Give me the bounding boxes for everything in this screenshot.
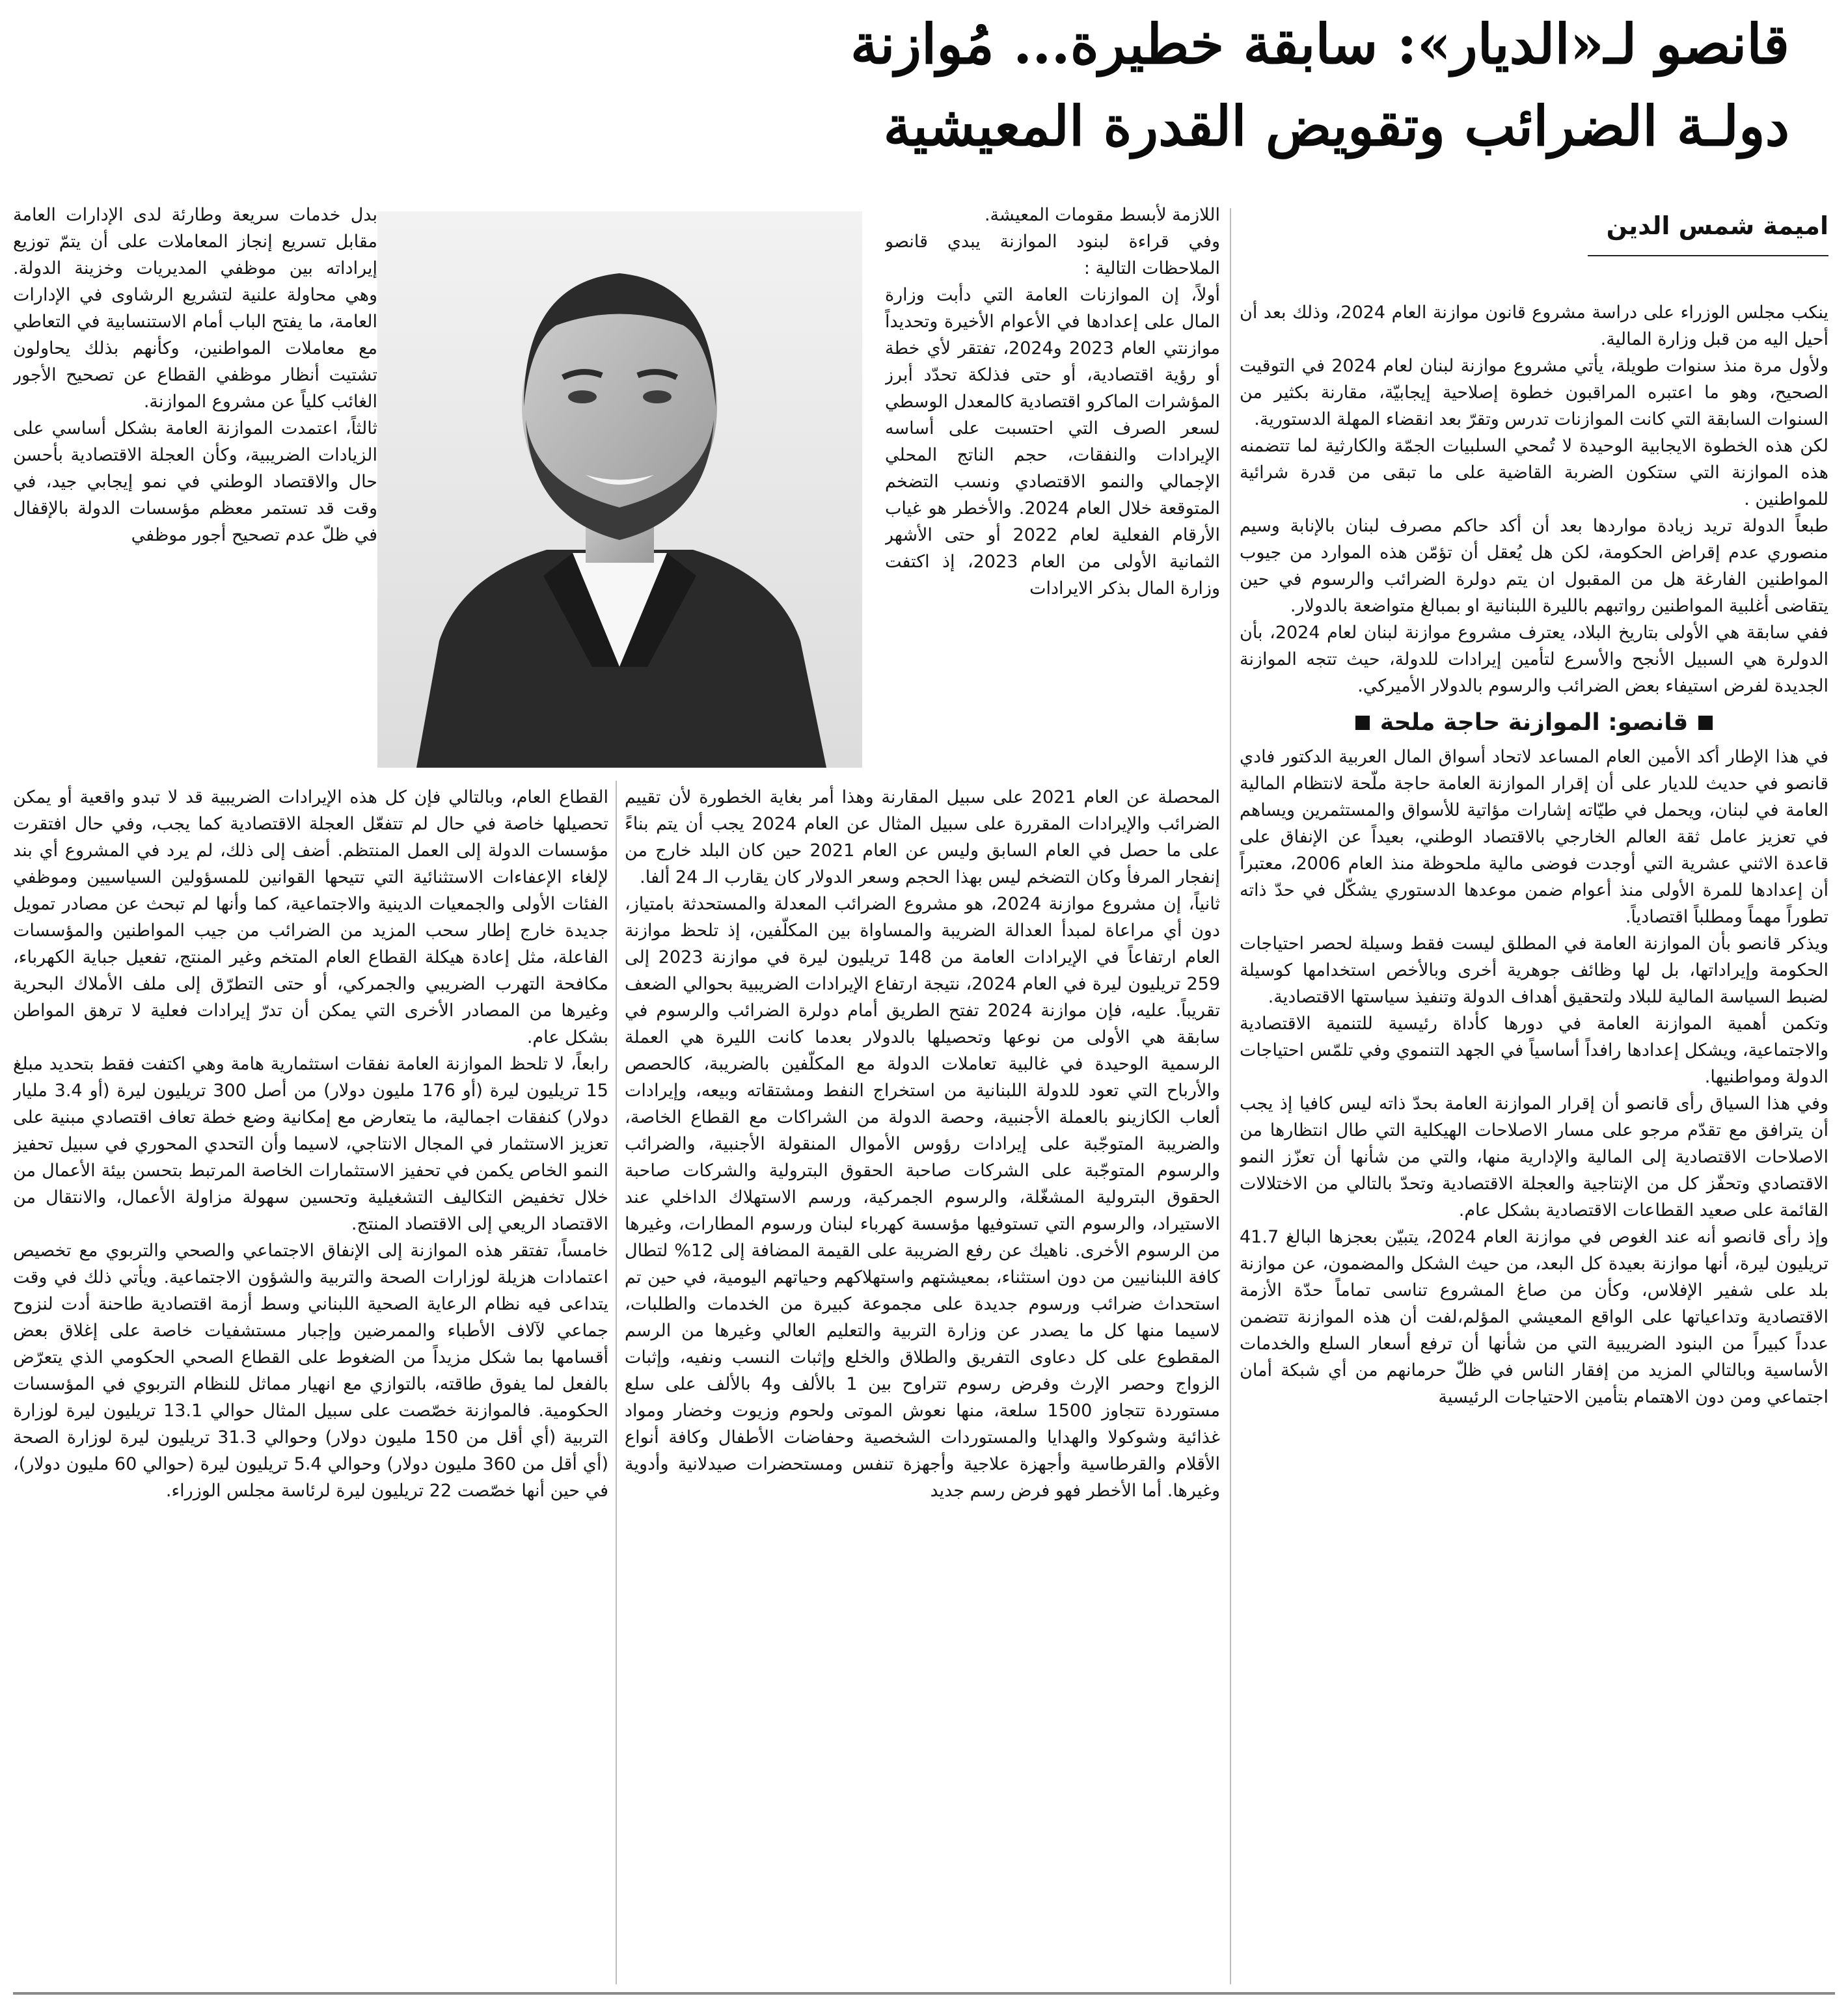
section-subhead-text: قانصو: الموازنة حاجة ملحة	[1379, 709, 1689, 736]
col1-intro	[1240, 299, 1828, 699]
paragraph: ثالثاً، اعتمدت الموازنة العامة بشكل أساسي على الزيادات الضريبية، وكأن العجلة الاقتصادية بأحسن حال والاقتصاد الوطني في نمو إيجابي جيد، في وقت قد تستمر معظم مؤسسات الدولة بالإقفال في ظلّ عدم تصحيح أجور موظفي	[13, 418, 377, 545]
paragraph: في هذا الإطار أكد الأمين العام المساعد لاتحاد أسواق المال العربية الدكتور فادي قانصو في حديث للديار على أن إقرار الموازنة العامة حاجة ملّحة لانتظام المالية العامة في لبنان، ويحمل في طيّاته إشارات مؤاتية للأسواق والمستثمرين ويساهم في تعزيز عامل ثقة العالم الخارجي بالاقتصاد الوطني، بعيداً عن الإنفاق على قاعدة الاثني عشرية التي أوجدت فوضى مالية ملحوظة منذ العام 2006، معتبراً أن إعدادها للمرة الأولى منذ أعوام ضمن موعدها الدستوري يشكّل في حدّ ذاته تطوراً مهماً ومطلباً اقتصادياً.	[1240, 747, 1828, 927]
article-column-middle-top	[885, 202, 1220, 774]
paragraph: لكن هذه الخطوة الايجابية الوحيدة لا تُمحي السلبيات الجمّة والكارثية لما تتضمنه هذه الموازنة التي ستكون الضربة القاضية على ما تبقى من قدرة شرائية للمواطنين .	[1240, 436, 1828, 509]
paragraph: اللازمة لأبسط مقومات المعيشة.	[984, 205, 1220, 225]
paragraph: وفي هذا السياق رأى قانصو أن إقرار الموازنة العامة بحدّ ذاته ليس كافيا إذ يجب أن يترافق مع تقدّم مرجو على مسار الاصلاحات الهيكلية التي طال انتظارها من الاصلاحات الاقتصادية إلى المالية والإدارية منها، والتي من شأنها أن تعزّز النمو الاقتصادي وتحفّز كل من الإنتاجية والعجلة الاقتصادية وتحدّ بالتالي من الاختلالات القائمة على صعيد القطاعات الاقتصادية بشكل عام.	[1240, 1094, 1828, 1220]
paragraph: القطاع العام، وبالتالي فإن كل هذه الإيرادات الضريبية قد لا تبدو واقعية أو يمكن تحصيلها خاصة في حال لم تتفعّل العجلة الاقتصادية كما يجب، وفي حال افتقرت مؤسسات الدولة إلى العمل المنتظم. أضف إلى ذلك، لم يرد في المشروع أي بند لإلغاء الإعفاءات الاستثنائية التي تتيحها القوانين للمسؤولين السياسيين وموظفي الفئات الأولى والجمعيات الدينية والاجتماعية، كما وأنها لم تبحث عن مصادر تمويل جديدة خارج إطار سحب المزيد من الضرائب من جيب المواطنين والمؤسسات الفاعلة، مثل إعادة هيكلة القطاع العام المتخم وغير المنتج، تفعيل جباية الكهرباء، مكافحة التهرب الضريبي والجمركي، أو حتى التطرّق إلى ملف الأملاك البحرية وغيرها من المصادر الأخرى التي يمكن أن تدرّ إيرادات فعلية لا ترهق المواطن بشكل عام.	[13, 787, 608, 1047]
section-subhead	[1240, 707, 1828, 738]
column-divider	[1230, 208, 1231, 1984]
paragraph: وفي قراءة لبنود الموازنة يبدي قانصو الملاحظات التالية :	[885, 232, 1220, 278]
paragraph: أولاً، إن الموازنات العامة التي دأبت وزارة المال على إعدادها في الأعوام الأخيرة وتحديداً موازنتي العام 2023 و2024، تفتقر لأي خطة أو رؤية اقتصادية، أو حتى فذلكة تحدّد أبرز المؤشرات الماكرو اقتصادية كالمعدل الوسطي لسعر الصرف التي احتسبت على أساسه الإيرادات والنفقات، حجم الناتج المحلي الإجمالي والنمو الاقتصادي ونسب التضخم المتوقعة خلال العام 2024. والأخطر هو غياب الأرقام الفعلية لعام 2022 أو حتى الأشهر الثمانية الأولى من العام 2023، إذ اكتفت وزارة المال بذكر الايرادات	[885, 285, 1220, 599]
paragraph: ويذكر قانصو بأن الموازنة العامة في المطلق ليست فقط وسيلة لحصر احتياجات الحكومة وإيراداتها، بل لها وظائف جوهرية أخرى وبالأخص استخدامها كوسيلة لضبط السياسة المالية للبلاد ولتحقيق أهداف الدولة وتنفيذ سياستها الاقتصادية.	[1240, 934, 1828, 1007]
author-byline: اميمة شمس الدين	[1606, 211, 1828, 240]
square-bullet-icon	[1698, 716, 1713, 730]
byline-divider	[1588, 255, 1828, 256]
paragraph: ففي سابقة هي الأولى بتاريخ البلاد، يعترف مشروع موازنة لبنان لعام 2024، بأن الدولرة هي السبيل الأنجح والأسرع لتأمين إيرادات للدولة، حيث تتجه الموازنة الجديدة لفرض استيفاء بعض الضرائب والرسوم بالدولار الأميركي.	[1240, 623, 1828, 696]
paragraph: ينكب مجلس الوزراء على دراسة مشروع قانون موازنة العام 2024، وذلك بعد أن أحيل اليه من قبل وزارة المالية.	[1240, 303, 1828, 349]
article-column-left	[13, 784, 608, 1984]
paragraph: المحصلة عن العام 2021 على سبيل المقارنة وهذا أمر بغاية الخطورة لأن تقييم الضرائب والإيرادات المقررة على سبيل المثال عن العام 2024 يجب أن يتم بناءً على ما حصل في العام السابق وليس عن العام 2021 حين كان البلد خارج من إنفجار المرفأ وكان التضخم ليس بهذا الحجم وسعر الدولار كان يقارب الـ 24 ألفا.	[625, 787, 1220, 887]
paragraph: ولأول مرة منذ سنوات طويلة، يأتي مشروع موازنة لبنان لعام 2024 في التوقيت الصحيح، وهو ما اعتبره المراقبون خطوة إصلاحية إيجابيّة، مقارنة بكثير من السنوات السابقة التي كانت الموازنات تدرس وتقرّ بعد انقضاء المهلة الدستورية.	[1240, 356, 1828, 429]
headline-line-2: دولـة الضرائب وتقويض القدرة المعيشية	[883, 94, 1789, 158]
column-divider	[616, 781, 617, 1984]
bottom-rule	[13, 1992, 1835, 1995]
square-bullet-icon	[1355, 716, 1370, 730]
paragraph: وتكمن أهمية الموازنة العامة في دورها كأداة رئيسية للتنمية الاقتصادية والاجتماعية، ويشكل إعدادها رافداً أساسياً في الجهد التنموي وفي تلمّس احتياجات الدولة ومواطنيها.	[1240, 1014, 1828, 1087]
paragraph: رابعاً، لا تلحظ الموازنة العامة نفقات استثمارية هامة وهي اكتفت فقط بتحديد مبلغ 15 تريليون ليرة (أو 176 مليون دولار) من أصل 300 تريليون ليرة (أو 3.4 مليار دولار) كنفقات اجمالية، ما يتعارض مع إمكانية وضع خطة تعاف اقتصادي مبنية على تعزيز الاستثمار في المجال الانتاجي، لاسيما وأن التحدي المحوري في سبيل تحفيز النمو الخاص يكمن في تحفيز الاستثمارات الخاصة المرتبط بتحسن بيئة الأعمال من خلال تخفيض التكاليف التشغيلية وتحسين سهولة مزاولة الأعمال، والانتقال من الاقتصاد الريعي إلى الاقتصاد المنتج.	[13, 1054, 608, 1234]
headline-line-1: قانصو لـ«الديار»: سابقة خطيرة... مُوازنة	[850, 12, 1789, 76]
paragraph: خامساً، تفتقر هذه الموازنة إلى الإنفاق الاجتماعي والصحي والتربوي مع تخصيص اعتمادات هزيلة لوزارات الصحة والتربية والشؤون الاجتماعية. ويأتي ذلك في وقت يتداعى فيه نظام الرعاية الصحية اللبناني وسط أزمة اقتصادية طاحنة أدت لنزوح جماعي لآلاف الأطباء والممرضين وإجبار مستشفيات خاصة على إغلاق بعض أقسامها بما شكل مزيداً من الضغوط على القطاع الصحي الحكومي الذي يتعرّض بالفعل لما يفوق طاقته، بالتوازي مع انهيار مماثل للنظام التربوي في المؤسسات الحكومية. فالموازنة خصّصت على سبيل المثال حوالي 13.1 تريليون ليرة لوزارة التربية (أي أقل من 150 مليون دولار) وحوالي 31.3 تريليون ليرة لوزارة الصحة (أي أقل من 360 مليون دولار) وحوالي 5.4 تريليون ليرة (حوالي 60 مليون دولار)، في حين أنها خصّصت 22 تريليون ليرة لرئاسة مجلس الوزراء.	[13, 1241, 608, 1501]
paragraph: ثانياً، إن مشروع موازنة 2024، هو مشروع الضرائب المعدلة والمستحدثة بامتياز، دون أي مراعاة لمبدأ العدالة الضريبة والمساواة بين المكلّفين، إذ تلحظ موازنة العام ارتفاعاً في الإيرادات العامة من 148 تريليون ليرة في موازنة 2023 إلى 259 تريليون ليرة في العام 2024، نتيجة ارتفاع الإيرادات الضريبية بحوالي الضعف تقريباً. عليه، فإن موازنة 2024 تفتح الطريق أمام دولرة الضرائب والرسوم في سابقة هي الأولى من نوعها وتحصيلها بالدولار بعدما كانت الليرة هي العملة الرسمية الوحيدة في غالبية تعاملات الدولة مع المكلّفين بالضريبة، كالحصص والأرباح التي تعود للدولة اللبنانية من استخراج النفط ومشتقاته وبيعه، وإيرادات ألعاب الكازينو بالعملة الأجنبية، وحصة الدولة من الشراكات مع القطاع الخاصة، والضريبة المتوجّبة على إيرادات رؤوس الأموال المنقولة الأجنبية، والضرائب والرسوم المتوجّبة على الشركات صاحبة الحقوق البترولية والشركات صاحبة الحقوق البترولية المشغّلة، والرسوم الجمركية، ورسم الاستهلاك الداخلي عند الاستيراد، والرسوم التي تستوفيها مؤسسة كهرباء لبنان ورسوم المطارات، وغيرها من الرسوم الأخرى. ناهيك عن رفع الضريبة على القيمة المضافة إلى 12% لتطال كافة اللبنانيين من دون استثناء، بمعيشتهم واستهلاكهم وحياتهم اليومية، في حين تم استحداث ضرائب ورسوم جديدة على مجموعة كبيرة من الخدمات والطلبات، لاسيما منها كل ما يصدر عن وزارة التربية والتعليم العالي وغيرها من الرسم المقطوع على كل دعاوى التفريق والطلاق والخلع وإثبات النسب ونفيه، وإثبات الزواج وحصر الإرث وفرض رسوم تتراوح بين 1 بالألف و4 بالألف على سلع مستوردة تتجاوز 1500 سلعة، منها نعوش الموتى ولحوم وزيوت وخضار ومواد غذائية وشوكولا والهدايا والمستوردات الشخصية وحفاضات الأطفال وكافة أنواع الأقلام والقرطاسية وأجهزة علاجية وأجهزة تنفس ومستحضرات صيدلانية وأدوية وغيرها. أما الأخطر فهو فرض رسم جديد	[625, 894, 1220, 1501]
portrait-photo	[377, 211, 862, 768]
article-column-right	[1240, 273, 1828, 1984]
article-column-left-top	[13, 202, 377, 774]
paragraph: طبعاً الدولة تريد زيادة مواردها بعد أن أكد حاكم مصرف لبنان بالإنابة وسيم منصوري عدم إقراض الحكومة، لكن هل يُعقل أن تؤمّن هذه الموارد من جيوب المواطنين الفارغة هل من المقبول ان يتم دولرة الضرائب والرسوم في حين يتقاضى أغلبية المواطنين رواتبهم بالليرة اللبنانية او بمبالغ متواضعة بالدولار.	[1240, 516, 1828, 616]
col1-body	[1240, 744, 1828, 1410]
paragraph: وإذ رأى قانصو أنه عند الغوص في موازنة العام 2024، يتبيّن بعجزها البالغ 41.7 تريليون ليرة، أنها موازنة بعيدة كل البعد، من حيث الشكل والمضمون، عن موازنة بلد على شفير الإفلاس، وكأن من صاغ المشروع تناسى تماماً حدّة الأزمة الاقتصادية وتداعياتها على الواقع المعيشي المؤلم،لفت أن هذه الموازنة تتضمن عدداً كبيراً من البنود الضريبية التي من شأنها أن ترفع أسعار السلع والخدمات الأساسية وبالتالي المزيد من إفقار الناس في ظلّ حرمانهم من أي شبكة أمان اجتماعي ومن دون الاهتمام بتأمين الاحتياجات الرئيسية	[1240, 1227, 1828, 1407]
paragraph: بدل خدمات سريعة وطارئة لدى الإدارات العامة مقابل تسريع إنجاز المعاملات على أن يتمّ توزيع إيراداته بين موظفي المديريات وخزينة الدولة. وهي محاولة علنية لتشريع الرشاوى في الإدارات العامة، ما يفتح الباب أمام الاستنسابية في التعاطي مع معاملات المواطنين، وكأنهم بذلك يحاولون تشتيت أنظار موظفي القطاع عن تصحيح الأجور الغائب كلياً عن مشروع الموازنة.	[13, 205, 377, 412]
portrait-photo-graphic	[377, 211, 862, 768]
article-column-middle	[625, 784, 1220, 1984]
